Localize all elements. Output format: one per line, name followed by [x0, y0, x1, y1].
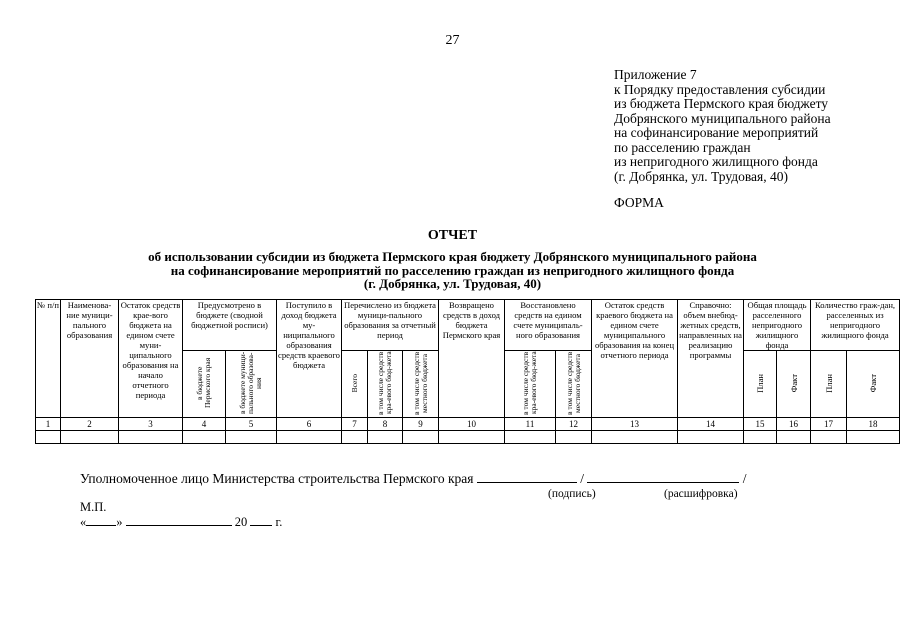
table-cell[interactable]	[592, 431, 678, 444]
signature-caption: (подпись)	[548, 488, 596, 500]
column-number: 13	[592, 418, 678, 431]
appendix-line: к Порядку предоставления субсидии	[614, 81, 826, 97]
column-number: 12	[556, 418, 592, 431]
table-cell[interactable]	[61, 431, 119, 444]
column-number: 6	[277, 418, 342, 431]
table-cell[interactable]	[226, 431, 277, 444]
appendix-line: на софинансирование мероприятий	[614, 125, 819, 140]
table-cell[interactable]	[119, 431, 183, 444]
decode-caption: (расшифровка)	[664, 488, 738, 500]
column-number: 15	[744, 418, 777, 431]
appendix-line: (г. Добрянка, ул. Трудовая, 40)	[614, 168, 788, 184]
subheader-prov-perm	[183, 351, 226, 418]
table-cell[interactable]	[403, 431, 439, 444]
header-reference: Справочно: объем внебюд-жетных средств, направленных на реализацию программы	[678, 300, 744, 418]
header-count: Количество граж-дан, расселенных из непригодного жилищного фонда	[811, 300, 900, 351]
subheader-text: План	[823, 373, 834, 393]
table-cell[interactable]	[368, 431, 403, 444]
table-cell[interactable]	[678, 431, 744, 444]
quote-close: »	[116, 515, 123, 529]
subheader-area-plan	[744, 351, 777, 418]
column-number: 7	[342, 418, 368, 431]
subheader-incl-local	[403, 351, 439, 418]
report-table	[35, 299, 900, 444]
slash: /	[742, 471, 747, 486]
year-prefix: 20	[234, 515, 248, 529]
subheader-total	[342, 351, 368, 418]
page-number: 27	[445, 33, 460, 48]
table-cell[interactable]	[556, 431, 592, 444]
subheader-text: в том числе средств местного бюджета	[411, 351, 429, 415]
slash: /	[580, 471, 584, 486]
subtitle-line: (г. Добрянка, ул. Трудовая, 40)	[363, 276, 542, 291]
column-number: 8	[368, 418, 403, 431]
subheader-text: в том числе средств кра-евого бюд-жета	[376, 351, 393, 415]
subheader-text: Факт	[788, 373, 799, 393]
table-cell[interactable]	[439, 431, 505, 444]
column-number: 4	[183, 418, 226, 431]
table-cell[interactable]	[183, 431, 226, 444]
subtitle-line: на софинансирование мероприятий по расселению граждан из непригодного жилищного фонда	[170, 262, 735, 278]
column-number: 14	[678, 418, 744, 431]
appendix-block	[614, 68, 894, 184]
appendix-line: Приложение 7	[614, 67, 697, 82]
subheader-text: в том числе средств местного бюджета	[564, 351, 582, 415]
subheader-text: Факт	[868, 373, 879, 393]
table-cell[interactable]	[847, 431, 900, 444]
column-number: 10	[439, 418, 505, 431]
subheader-restored-local	[556, 351, 592, 418]
header-balance-end: Остаток средств краевого бюджета на едином счете муниципального образования на конец отчетного периода	[592, 300, 678, 418]
table-cell[interactable]	[777, 431, 811, 444]
decode-field[interactable]	[587, 470, 739, 483]
column-number: 9	[403, 418, 439, 431]
column-number: 18	[847, 418, 900, 431]
table-cell[interactable]	[811, 431, 847, 444]
subheader-text: Всего	[349, 373, 359, 393]
header-returned: Возвращено средств в доход бюджета Пермского края	[439, 300, 505, 418]
signature-field[interactable]	[477, 470, 577, 483]
column-number: 11	[505, 418, 556, 431]
seal-label: М.П.	[80, 500, 107, 514]
column-number: 17	[811, 418, 847, 431]
signature-text: Уполномоченное лицо Министерства строительства Пермского края	[80, 471, 474, 486]
subheader-text: в бюджете муници-пального образова-ния	[238, 351, 263, 415]
subheader-incl-krai	[368, 351, 403, 418]
appendix-line: из бюджета Пермского края бюджету	[614, 96, 829, 111]
column-number: 16	[777, 418, 811, 431]
year-suffix: г.	[275, 515, 283, 529]
column-number: 1	[36, 418, 61, 431]
table-cell[interactable]	[36, 431, 61, 444]
subheader-area-fact	[777, 351, 811, 418]
table-cell[interactable]	[342, 431, 368, 444]
appendix-line: по расселению граждан	[614, 139, 751, 155]
subheader-restored-krai	[505, 351, 556, 418]
appendix-line: из непригодного жилищного фонда	[614, 154, 818, 169]
subheader-prov-mun	[226, 351, 277, 418]
header-restored: Восстановлено средств на едином счете муниципаль-ного образования	[505, 300, 592, 351]
header-provided: Предусмотрено в бюджете (сводной бюджетной росписи)	[183, 300, 277, 351]
subheader-count-plan	[811, 351, 847, 418]
column-number: 2	[61, 418, 119, 431]
column-number-row	[36, 418, 900, 431]
header-balance-start: Остаток средств крае-вого бюджета на едином счете муни-ципального образования на начало отчетного периода	[119, 300, 183, 418]
header-name: Наименова-ние муници-пального образования	[61, 300, 119, 418]
day-field[interactable]	[86, 513, 116, 526]
signature-line	[80, 470, 747, 487]
table-cell[interactable]	[277, 431, 342, 444]
subtitle-line: об использовании субсидии из бюджета Пермского края бюджету Добрянского муниципального района	[148, 249, 757, 264]
report-title: ОТЧЕТ	[427, 228, 478, 243]
month-field[interactable]	[126, 513, 232, 526]
report-subtitle	[0, 250, 905, 291]
column-number: 3	[119, 418, 183, 431]
quote-open: «	[80, 515, 87, 529]
form-label: ФОРМА	[614, 195, 664, 210]
subheader-text: в бюджете Пермского края	[195, 357, 212, 409]
table-cell[interactable]	[744, 431, 777, 444]
subheader-text: в том числе средств кра-евого бюд-жета	[521, 351, 539, 415]
column-number: 5	[226, 418, 277, 431]
header-received: Поступило в доход бюджета му-ниципального образования средств краевого бюджета	[277, 300, 342, 418]
table-row	[36, 431, 900, 444]
date-line	[80, 513, 282, 530]
header-num: № п/п	[36, 300, 61, 418]
appendix-line: Добрянского муниципального района	[614, 110, 831, 126]
header-area: Общая площадь расселенного непригодного жилищного фонда	[744, 300, 811, 351]
subheader-text: План	[755, 373, 766, 393]
table-cell[interactable]	[505, 431, 556, 444]
year-field[interactable]	[250, 513, 272, 526]
subheader-count-fact	[847, 351, 900, 418]
header-transferred: Перечислено из бюджета муници-пального образования за отчетный период	[342, 300, 439, 351]
